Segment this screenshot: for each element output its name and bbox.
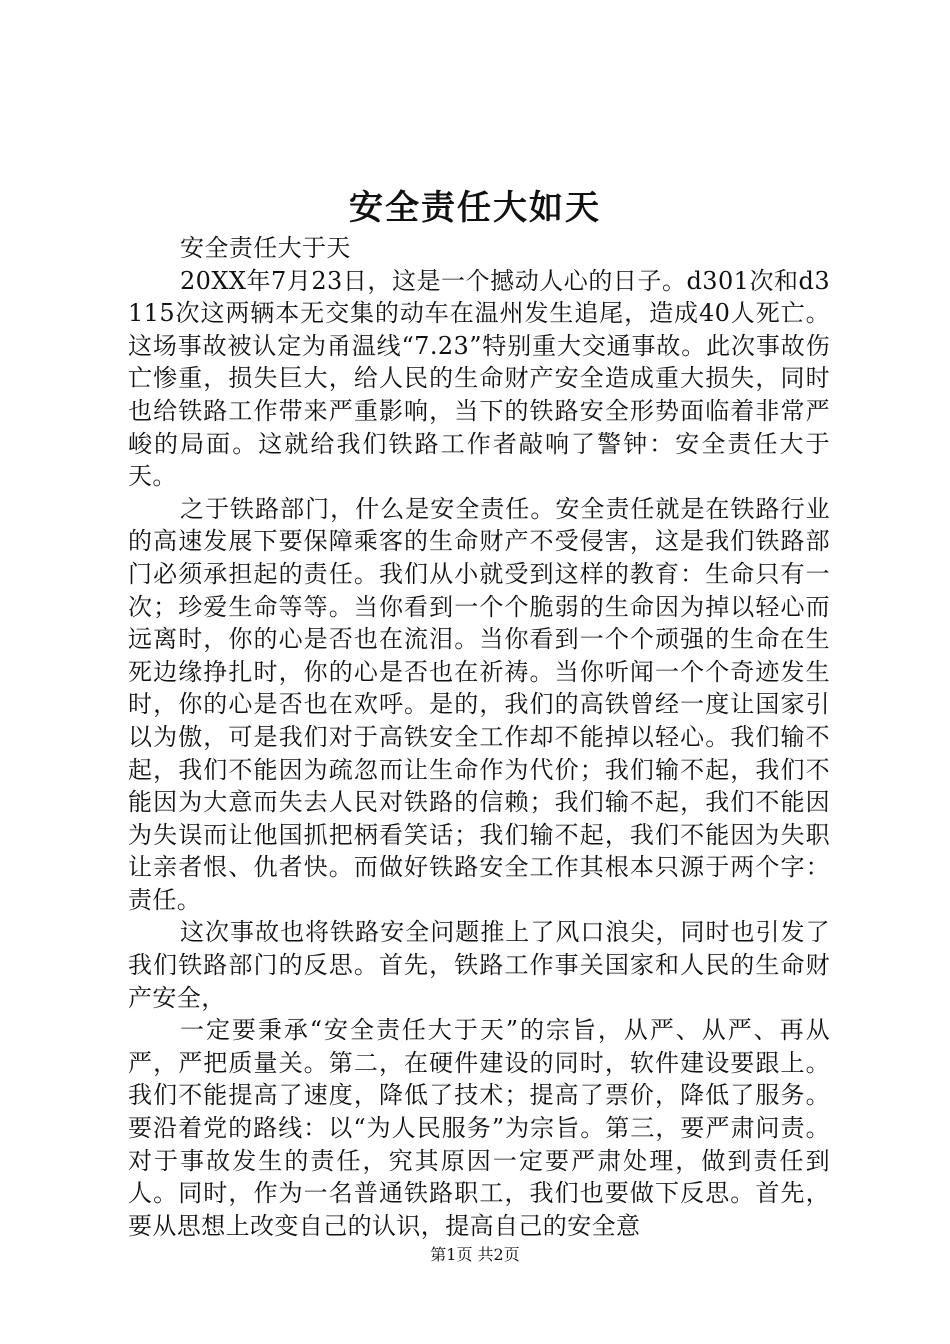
paragraph-subtitle: 安全责任大于天 — [180, 234, 351, 262]
paragraph-measures: 一定要秉承“安全责任大于天”的宗旨，从严、从严、再从严，严把质量关。第二，在硬件建设的同时，软件建设要跟上。我们不能提高了速度，降低了技术；提高了票价，降低了服务。要沿着党的路线：以“为人民服务”为宗旨。第三，要严肃问责。对于事故发生的责任，究其原因一定要严肃处理，做到责任到人。同时，作为一名普通铁路职工，我们也要做下反思。首先，要从思想上改变自己的认识，提高自己的安全意 — [128, 1016, 830, 1240]
page-number: 第1页 共2页 — [430, 1245, 520, 1264]
paragraph-responsibility: 之于铁路部门，什么是安全责任。安全责任就是在铁路行业的高速发展下要保障乘客的生命财产不受侵害，这是我们铁路部门必须承担起的责任。我们从小就受到这样的教育：生命只有一次；珍爱生命等等。当你看到一个个脆弱的生命因为掉以轻心而远离时，你的心是否也在流泪。当你看到一个个顽强的生命在生死边缘挣扎时，你的心是否也在祈祷。当你听闻一个个奇迹发生时，你的心是否也在欢呼。是的，我们的高铁曾经一度让国家引以为傲，可是我们对于高铁安全工作却不能掉以轻心。我们输不起，我们不能因为疏忽而让生命作为代价；我们输不起，我们不能因为大意而失去人民对铁路的信赖；我们输不起，我们不能因为失误而让他国抓把柄看笑话；我们输不起，我们不能因为失职让亲者恨、仇者快。而做好铁路安全工作其根本只源于两个字：责任。 — [128, 494, 830, 914]
document-body — [128, 232, 830, 1242]
document-title: 安全责任大如天 — [349, 188, 601, 228]
paragraph-reflection: 这次事故也将铁路安全问题推上了风口浪尖，同时也引发了我们铁路部门的反思。首先，铁路工作事关国家和人民的生命财产安全， — [128, 918, 830, 1012]
paragraph-accident: 20XX年7月23日，这是一个撼动人心的日子。d301次和d3115次这两辆本无交集的动车在温州发生追尾，造成40人死亡。这场事故被认定为甬温线“7.23”特别重大交通事故。此次事故伤亡惨重，损失巨大，给人民的生命财产安全造成重大损失，同时也给铁路工作带来严重影响，当下的铁路安全形势面临着非常严峻的局面。这就给我们铁路工作者敲响了警钟：安全责任大于天。 — [128, 266, 830, 491]
